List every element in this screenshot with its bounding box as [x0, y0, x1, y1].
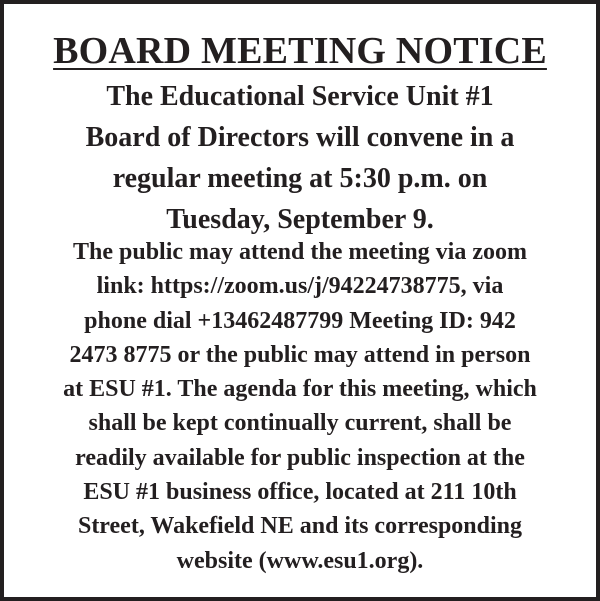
body-line: readily available for public inspection at the [75, 444, 525, 471]
notice-title-text: BOARD MEETING NOTICE [53, 30, 547, 72]
lead-line: Tuesday, September 9. [166, 204, 434, 235]
body-line: The public may attend the meeting via zoom [73, 239, 527, 265]
body-line: 2473 8775 or the public may attend in person [69, 341, 531, 368]
body-line: ESU #1 business office, located at 211 10th [83, 479, 517, 506]
body-line: Street, Wakefield NE and its corresponding [77, 513, 523, 540]
body-line: website (www.esu1.org). [176, 547, 424, 574]
notice-title [4, 28, 596, 74]
body-line: shall be kept continually current, shall be [88, 410, 512, 437]
lead-line: The Educational Service Unit #1 [106, 81, 494, 112]
body-line: phone dial +13462487799 Meeting ID: 942 [84, 307, 516, 334]
body-line: at ESU #1. The agenda for this meeting, which [63, 376, 537, 403]
notice-body-paragraph [4, 235, 596, 578]
lead-line: regular meeting at 5:30 p.m. on [112, 163, 488, 194]
body-line: link: https://zoom.us/j/94224738775, via [96, 273, 504, 300]
lead-line: Board of Directors will convene in a [85, 122, 515, 153]
notice-lead-paragraph [4, 76, 596, 240]
